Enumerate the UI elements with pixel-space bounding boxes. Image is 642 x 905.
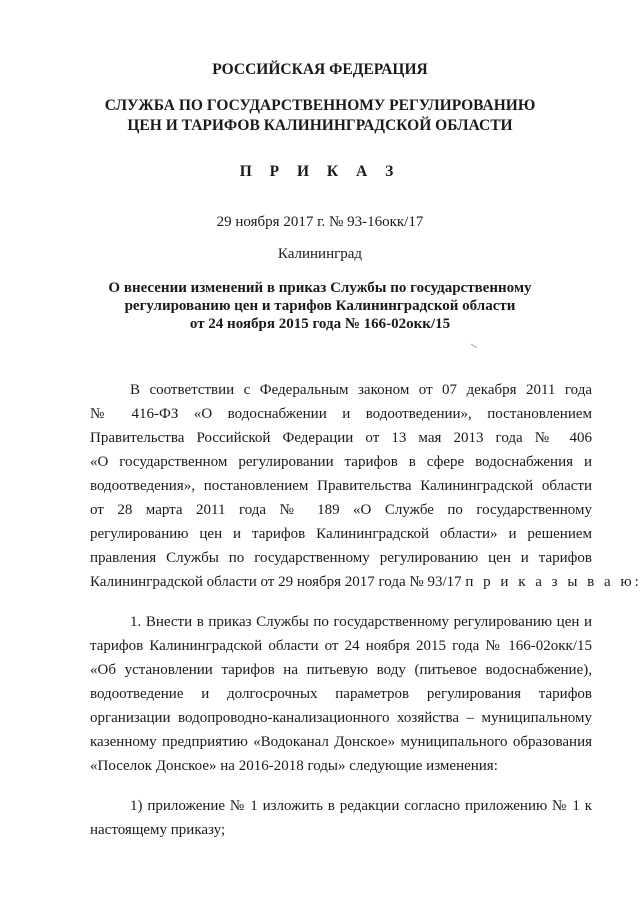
item1-line: казенному предприятию «Водоканал Донское» муниципального образования: [90, 734, 592, 750]
subitem1-line: настоящему приказу;: [90, 822, 226, 838]
preamble-line: В соответствии с Федеральным законом от 07 декабря 2011 года: [130, 382, 592, 398]
preamble-line: «О государственном регулировании тарифов в сфере водоснабжения и: [90, 454, 592, 470]
subitem1-line: 1) приложение № 1 изложить в редакции согласно приложению № 1 к: [130, 798, 592, 814]
title-line: О внесении изменений в приказ Службы по государственному: [108, 280, 532, 296]
order-word: п р и к а з ы в а ю:: [465, 574, 642, 590]
preamble-line: № 416-ФЗ «О водоснабжении и водоотведении», постановлением: [90, 406, 592, 422]
item1-line: «Об установлении тарифов на питьевую воду (питьевое водоснабжение),: [90, 662, 592, 678]
title-line: от 24 ноября 2015 года № 166-02окк/15: [189, 316, 451, 332]
header-agency-line2: ЦЕН И ТАРИФОВ КАЛИНИНГРАДСКОЙ ОБЛАСТИ: [127, 117, 513, 134]
preamble-line: Правительства Российской Федерации от 13 мая 2013 года № 406: [90, 430, 592, 446]
document-title: [0, 279, 640, 333]
item1-line: «Поселок Донское» на 2016-2018 годы» следующие изменения:: [90, 758, 498, 774]
subitem-1-paragraph: [90, 794, 592, 842]
header-country: РОССИЙСКАЯ ФЕДЕРАЦИЯ: [212, 61, 428, 78]
item-1-paragraph: [90, 610, 592, 778]
preamble-line: водоотведения», постановлением Правительства Калининградской области: [90, 478, 592, 494]
preamble-last-text: Калининградской области от 29 ноября 2017 года № 93/17: [90, 574, 462, 590]
item1-line: тарифов Калининградской области от 24 ноября 2015 года № 166-02окк/15: [90, 638, 592, 654]
item1-line: организации водопроводно-канализационного хозяйства – муниципальному: [90, 710, 592, 726]
scan-speck: [471, 344, 477, 348]
preamble-last-line: [90, 570, 642, 594]
header-agency-line1: СЛУЖБА ПО ГОСУДАРСТВЕННОМУ РЕГУЛИРОВАНИЮ: [104, 97, 536, 114]
preamble-paragraph: [90, 378, 642, 594]
city: Калининград: [277, 246, 363, 262]
item1-line: 1. Внести в приказ Службы по государственному регулированию цен и: [130, 614, 592, 630]
date-number: 29 ноября 2017 г. № 93-16окк/17: [216, 214, 424, 230]
title-line: регулированию цен и тарифов Калининградской области: [124, 298, 516, 314]
preamble-line: регулированию цен и тарифов Калининградской области» и решением: [90, 526, 592, 542]
preamble-line: от 28 марта 2011 года № 189 «О Службе по государственному: [90, 502, 592, 518]
item1-line: водоотведение и долгосрочных параметров регулирования тарифов: [90, 686, 592, 702]
document-type: П Р И К А З: [239, 163, 401, 180]
preamble-line: правления Службы по государственному регулированию цен и тарифов: [90, 550, 592, 566]
